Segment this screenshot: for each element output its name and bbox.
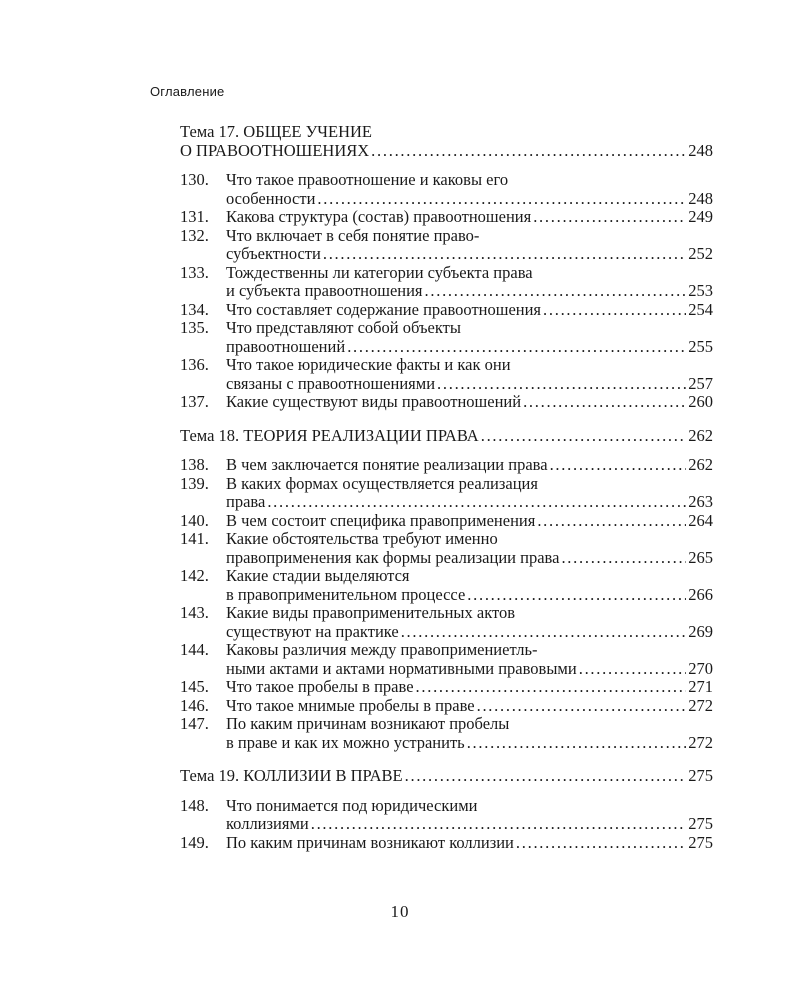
entry-text: Какова структура (состав) правоотношения: [226, 207, 532, 226]
toc-entry: [180, 171, 713, 208]
entry-text: Тождественны ли категории субъекта права: [226, 262, 533, 282]
toc-entry: [180, 797, 713, 834]
entry-line-last: [226, 678, 713, 697]
entry-line-last: [226, 190, 713, 209]
entry-line-last: [226, 623, 713, 642]
dot-leader: [467, 734, 687, 753]
entry-number: 132.: [180, 225, 209, 245]
entry-body: [226, 697, 713, 716]
entry-number: 148.: [180, 795, 209, 815]
entry-body: [226, 512, 713, 531]
entry-number: 144.: [180, 640, 209, 659]
entry-body: [226, 567, 713, 604]
entry-body: [226, 393, 713, 412]
section-title-line-last: [180, 142, 713, 161]
entry-text: и субъекта правоотношения: [226, 281, 423, 300]
entry-line-last: [226, 393, 713, 412]
entry-body: [226, 319, 713, 356]
entry-text: Какие обстоятельства требуют именно: [226, 529, 498, 548]
dot-leader: [405, 767, 687, 786]
entry-text: Что такое правоотношение и каковы его: [226, 170, 509, 189]
toc-entry: [180, 301, 713, 320]
entry-text: правоприменения как формы реализации права: [226, 547, 560, 567]
dot-leader: [416, 678, 687, 697]
entry-text: субъектности: [226, 244, 321, 263]
entry-line-last: [226, 338, 713, 357]
dot-leader: [561, 549, 686, 568]
entry-line-last: [226, 549, 713, 568]
section-heading: [180, 427, 713, 446]
toc-entry: [180, 715, 713, 752]
entry-text: правоотношений: [226, 336, 346, 356]
entry-page: 263: [688, 492, 713, 511]
entry-number: 136.: [180, 355, 209, 374]
section-title-text: Тема 17. ОБЩЕЕ УЧЕНИЕ: [180, 122, 373, 141]
entry-number: 147.: [180, 714, 209, 733]
entry-line-last: [226, 734, 713, 753]
entry-text: Какие стадии выделяются: [226, 566, 410, 585]
running-head: Оглавление: [150, 84, 225, 99]
dot-leader: [401, 623, 687, 642]
toc-entry: [180, 697, 713, 716]
entry-body: [226, 678, 713, 697]
section-title-text: О ПРАВООТНОШЕНИЯХ: [180, 140, 370, 160]
toc-entry: [180, 208, 713, 227]
dot-leader: [267, 493, 686, 512]
entry-body: [226, 797, 713, 834]
table-of-contents: [180, 123, 713, 867]
entry-number: 133.: [180, 262, 209, 282]
entry-number: 139.: [180, 473, 209, 493]
entry-body: [226, 264, 713, 301]
section-title-page: 248: [688, 140, 713, 160]
entry-text: Что представляют собой объекты: [226, 318, 461, 337]
entry-line-last: [226, 245, 713, 264]
entry-text: коллизиями: [226, 814, 309, 833]
entry-line-last: [226, 493, 713, 512]
section-heading: [180, 123, 713, 160]
section-title-text: Тема 19. КОЛЛИЗИИ В ПРАВЕ: [180, 766, 403, 785]
entry-body: [226, 834, 713, 853]
section-title-text: Тема 18. ТЕОРИЯ РЕАЛИЗАЦИИ ПРАВА: [180, 425, 479, 445]
entry-number: 142.: [180, 566, 209, 585]
entry-body: [226, 641, 713, 678]
entry-line-last: [226, 512, 713, 531]
dot-leader: [516, 834, 686, 853]
entry-page: 275: [688, 832, 713, 852]
toc-entry: [180, 475, 713, 512]
dot-leader: [371, 142, 686, 161]
section-title-page: 275: [688, 766, 713, 785]
section-title-page: 262: [688, 425, 713, 445]
entry-text: В каких формах осуществляется реализация: [226, 473, 538, 493]
toc-entry: [180, 604, 713, 641]
section-title-line-last: [180, 427, 713, 446]
dot-leader: [467, 586, 686, 605]
toc-entry: [180, 393, 713, 412]
dot-leader: [437, 375, 686, 394]
dot-leader: [425, 282, 687, 301]
section-heading: [180, 767, 713, 786]
page-number: 10: [390, 902, 410, 921]
entry-page: 264: [688, 510, 713, 530]
entry-body: [226, 301, 713, 320]
entry-body: [226, 171, 713, 208]
entry-page: 254: [688, 299, 713, 319]
toc-section: [180, 767, 713, 852]
entry-body: [226, 456, 713, 475]
entry-page: 249: [688, 207, 713, 226]
entry-line-last: [226, 282, 713, 301]
dot-leader: [311, 815, 687, 834]
entry-line-last: [226, 375, 713, 394]
entry-number: 134.: [180, 299, 209, 319]
entry-text: Что такое мнимые пробелы в праве: [226, 695, 475, 715]
entry-number: 146.: [180, 695, 209, 715]
entry-line-last: [226, 834, 713, 853]
entry-text: права: [226, 492, 266, 511]
dot-leader: [579, 660, 687, 679]
entry-line-last: [226, 660, 713, 679]
entry-text: Что такое юридические факты и как они: [226, 355, 511, 374]
entry-number: 130.: [180, 170, 209, 189]
entry-text: существуют на практике: [226, 621, 399, 641]
toc-entry: [180, 319, 713, 356]
entry-text: в праве и как их можно устранить: [226, 732, 465, 752]
entry-body: [226, 604, 713, 641]
entry-text: Какие виды правоприменительных актов: [226, 603, 516, 622]
entry-text: связаны с правоотношениями: [226, 373, 436, 393]
dot-leader: [537, 512, 686, 531]
dot-leader: [347, 338, 686, 357]
toc-entry: [180, 512, 713, 531]
toc-section: [180, 427, 713, 753]
toc-entry: [180, 456, 713, 475]
entry-body: [226, 715, 713, 752]
entry-text: ными актами и актами нормативными правовыми: [226, 658, 577, 678]
entry-text: Что составляет содержание правоотношения: [226, 299, 542, 319]
dot-leader: [550, 456, 687, 475]
entry-page: 248: [688, 188, 713, 208]
entry-page: 260: [688, 392, 713, 411]
entry-line-last: [226, 208, 713, 227]
entry-text: По каким причинам возникают пробелы: [226, 714, 510, 733]
entry-page: 252: [688, 244, 713, 263]
dot-leader: [477, 697, 687, 716]
entry-page: 266: [688, 584, 713, 604]
dot-leader: [481, 427, 687, 446]
section-title-line-last: [180, 767, 713, 786]
entry-page: 257: [688, 373, 713, 393]
entry-text: Что такое пробелы в праве: [226, 677, 414, 696]
toc-entry: [180, 567, 713, 604]
toc-entry: [180, 530, 713, 567]
dot-leader: [533, 208, 686, 227]
entry-page: 271: [688, 677, 713, 696]
entry-number: 138.: [180, 455, 209, 474]
toc-entry: [180, 356, 713, 393]
toc-entry: [180, 834, 713, 853]
entry-page: 262: [688, 455, 713, 474]
entry-number: 149.: [180, 832, 209, 852]
entry-body: [226, 227, 713, 264]
entry-page: 275: [688, 814, 713, 833]
entry-page: 272: [688, 695, 713, 715]
entry-line-last: [226, 586, 713, 605]
entry-body: [226, 475, 713, 512]
entry-text: Что понимается под юридическими: [226, 795, 478, 815]
entry-line-last: [226, 697, 713, 716]
toc-entry: [180, 678, 713, 697]
toc-entry: [180, 264, 713, 301]
entry-number: 145.: [180, 677, 209, 696]
entry-page: 265: [688, 547, 713, 567]
entry-page: 269: [688, 621, 713, 641]
entry-body: [226, 208, 713, 227]
entry-text: Что включает в себя понятие право-: [226, 225, 480, 245]
entry-number: 137.: [180, 392, 209, 411]
entry-body: [226, 356, 713, 393]
entry-text: По каким причинам возникают коллизии: [226, 832, 514, 852]
entry-line-last: [226, 815, 713, 834]
entry-line-last: [226, 301, 713, 320]
entry-text: в правоприменительном процессе: [226, 584, 466, 604]
dot-leader: [543, 301, 686, 320]
entry-page: 270: [688, 658, 713, 678]
entry-number: 141.: [180, 529, 209, 548]
entry-text: В чем заключается понятие реализации права: [226, 455, 548, 474]
entry-number: 135.: [180, 318, 209, 337]
entry-page: 272: [688, 732, 713, 752]
toc-entry: [180, 227, 713, 264]
entry-page: 255: [688, 336, 713, 356]
dot-leader: [523, 393, 686, 412]
entry-text: Каковы различия между правопримениетль-: [226, 640, 538, 659]
entry-number: 140.: [180, 510, 209, 530]
toc-section: [180, 123, 713, 412]
entry-line-last: [226, 456, 713, 475]
entry-text: Какие существуют виды правоотношений: [226, 392, 522, 411]
toc-entry: [180, 641, 713, 678]
entry-text: особенности: [226, 188, 316, 208]
dot-leader: [317, 190, 686, 209]
entry-number: 131.: [180, 207, 209, 226]
entry-number: 143.: [180, 603, 209, 622]
entry-body: [226, 530, 713, 567]
entry-text: В чем состоит специфика правоприменения: [226, 510, 536, 530]
entry-page: 253: [688, 281, 713, 300]
dot-leader: [323, 245, 686, 264]
